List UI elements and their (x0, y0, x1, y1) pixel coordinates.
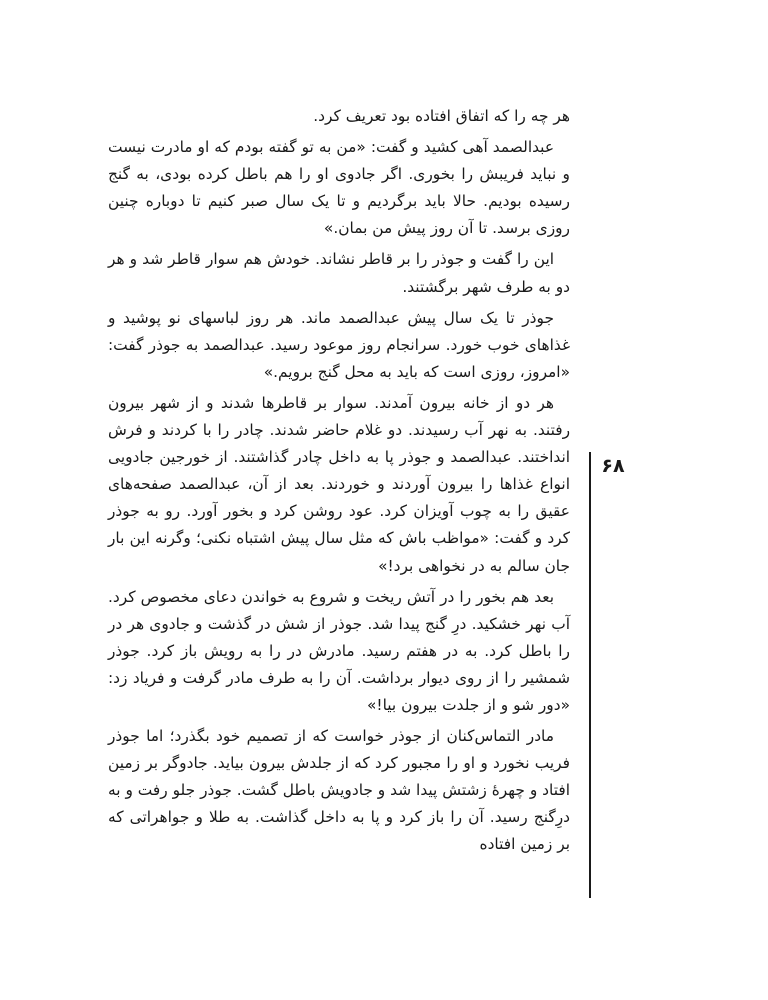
body-text (108, 103, 570, 863)
paragraph: عبدالصمد آهی کشید و گفت: «من به تو گفته بودم که او مادرت نیست و نباید فریبش را بخوری. اگر جادوی او را هم باطل کرده بودی، به گنج رسیده بودیم. حالا باید برگردیم و تا یک سال صبر کنیم تا دوباره چنین روزی برسد. تا آن روز پیش من بمان.» (108, 138, 570, 238)
margin-rule-divider (589, 452, 591, 898)
paragraph: این را گفت و جوذر را بر قاطر نشاند. خودش هم سوار قاطر شد و هر دو به طرف شهر برگشتند. (108, 250, 570, 296)
paragraph: جوذر تا یک سال پیش عبدالصمد ماند. هر روز لباسهای نو پوشید و غذاهای خوب خورد. سرانجام روز موعود رسید. عبدالصمد به جوذر گفت: «امروز، روزی است که باید به محل گنج برویم.» (108, 308, 570, 381)
paragraph: مادر التماس‌کنان از جوذر خواست که از تصمیم خود بگذرد؛ اما جوذر فریب نخورد و او را مجبور کرد که از جلدش بیرون بیاید. جادوگر بر زمین افتاد و چهرهٔ زشتش پیدا شد و جادویش باطل گشت. جوذر جلو رفت و به درِگنج رسید. آن را باز کرد و پا به داخل گذاشت. به طلا و جواهراتی که بر زمین افتاده (108, 727, 570, 854)
paragraph: هر چه را که اتفاق افتاده بود تعریف کرد. (313, 107, 570, 125)
paragraph: هر دو از خانه بیرون آمدند. سوار بر قاطرها شدند و از شهر بیرون رفتند. به نهر آب رسیدند. دو غلام حاضر شدند. چادر را با کردند و فرش انداختند. عبدالصمد و جوذر پا به داخل چادر گذاشتند. از خورجین جادویی انواع غذاها را بیرون آوردند و خوردند. بعد از آن، عبدالصمد صفحه‌های عقیق را به چوب آویزان کرد. عود روشن کرد و بخور آورد. رو به جوذر کرد و گفت: «مواظب باش که مثل سال پیش اشتباه نکنی؛ وگرنه این بار جان سالم به در نخواهی برد!» (108, 393, 570, 575)
page-number: ۶۸ (601, 455, 625, 477)
paragraph: بعد هم بخور را در آتش ریخت و شروع به خواندن دعای مخصوص کرد. آب نهر خشکید. درِ گنج پیدا شد. جوذر از شش در گذشت و جادوی هر در را باطل کرد. به در هفتم رسید. مادرش در را به رویش باز کرد. جوذر شمشیر را از روی دیوار برداشت. آن را به طرف مادر گرفت و فریاد زد: «دور شو و از جلدت بیرون بیا!» (108, 587, 570, 714)
